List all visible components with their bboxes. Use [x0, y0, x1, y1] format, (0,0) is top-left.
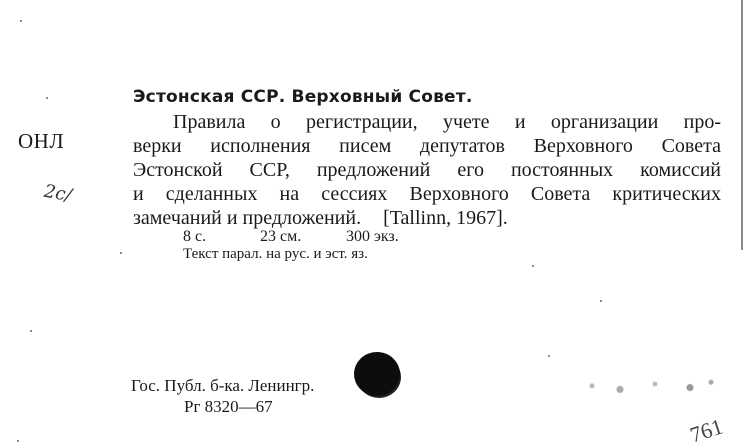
handwritten-note: 2с/ — [42, 180, 74, 207]
speck — [17, 440, 19, 442]
description-line: Правила о регистрации, учете и организации про- — [173, 111, 721, 133]
speck — [20, 20, 22, 22]
print-run: 300 экз. — [346, 228, 399, 245]
description-line: замечаний и предложений. — [133, 207, 362, 229]
speck — [532, 265, 534, 267]
ink-blot — [354, 352, 400, 396]
size: 23 см. — [260, 228, 302, 245]
speck — [30, 330, 32, 332]
publication-info: [Tallinn, 1967]. — [383, 207, 508, 229]
description-line: и сделанных на сессиях Верховного Совета критических — [133, 183, 721, 205]
card-heading: Эстонская ССР. Верховный Совет. — [133, 87, 473, 107]
card-description — [133, 110, 721, 230]
order-number: Рг 8320—67 — [184, 397, 273, 416]
language-note: Текст парал. на рус. и эст. яз. — [183, 246, 368, 262]
description-line: верки исполнения писем депутатов Верховного Совета — [133, 135, 721, 157]
speck — [600, 300, 602, 302]
physical-description — [183, 228, 399, 246]
library-name: Гос. Публ. б-ка. Ленингр. — [131, 376, 315, 395]
description-line-last — [133, 206, 721, 230]
shelf-mark: ОНЛ — [18, 129, 65, 153]
description-line: Эстонской ССР, предложений его постоянных комиссий — [133, 159, 721, 181]
speck — [120, 252, 122, 254]
speck — [46, 97, 48, 99]
page-count: 8 с. — [183, 228, 207, 245]
faded-stamp — [578, 375, 718, 411]
corner-number: 761 — [686, 413, 726, 448]
speck — [548, 355, 550, 357]
card-edge — [741, 0, 743, 250]
